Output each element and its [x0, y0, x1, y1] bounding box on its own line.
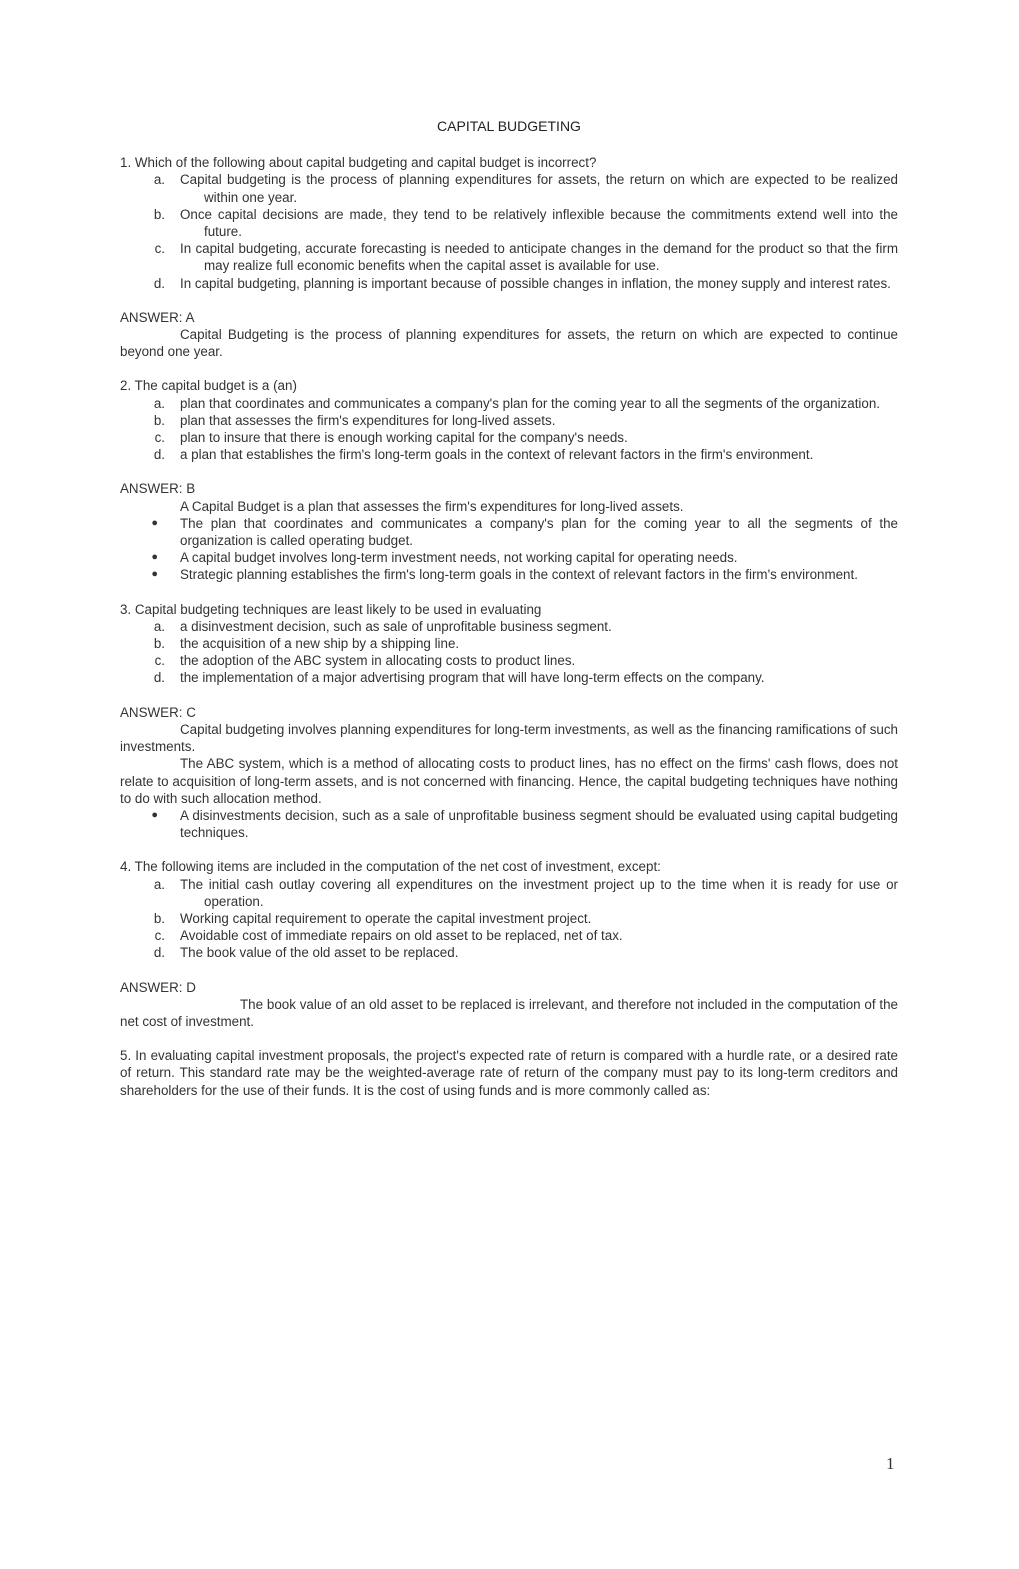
question-5	[120, 1047, 898, 1099]
option-4b	[120, 910, 898, 927]
option-text: plan to insure that there is enough working capital for the company's needs.	[180, 430, 628, 446]
option-3b	[120, 635, 898, 652]
option-text: the adoption of the ABC system in allocating costs to product lines.	[180, 653, 576, 669]
option-letter: a.	[153, 172, 165, 188]
option-2b	[120, 412, 898, 429]
bullet-icon: ●	[151, 516, 158, 529]
question-5-text: 5. In evaluating capital investment proposals, the project's expected rate of return is compared with a hurdle rate, or a desired rate of return. This standard rate may be the weighted-average rate of return of the company must pay to its long-term creditors and shareholders for the use of their funds. It is the cost of using funds and is more commonly called as:	[120, 1048, 898, 1098]
option-1d	[120, 275, 898, 292]
answer-2: ANSWER: B	[120, 481, 196, 497]
option-letter: c.	[154, 653, 165, 669]
option-text: Capital budgeting is the process of planning expenditures for assets, the return on which are expected to be realized within one year.	[180, 172, 898, 205]
question-2-text: 2. The capital budget is a (an)	[120, 378, 297, 394]
explanation-3b: The ABC system, which is a method of allocating costs to product lines, has no effect on the firms' cash flows, does not relate to acquisition of long-term assets, and is not concerned with financing. Hence, the capital budgeting techniques have nothing to do with such allocation method.	[120, 756, 898, 806]
option-4d	[120, 944, 898, 961]
question-4-text: 4. The following items are included in the computation of the net cost of investment, except:	[120, 859, 661, 875]
explanation-1: Capital Budgeting is the process of planning expenditures for assets, the return on which are expected to continue beyond one year.	[120, 327, 898, 360]
page-number: 1	[886, 1454, 895, 1473]
option-letter: b.	[153, 910, 165, 926]
option-letter: c.	[154, 928, 165, 944]
answer-3: ANSWER: C	[120, 704, 196, 720]
option-4a	[120, 876, 898, 910]
option-letter: c.	[154, 430, 165, 446]
option-text: Once capital decisions are made, they tend to be relatively inflexible because the commitments extend well into the future.	[180, 206, 898, 240]
option-2a	[120, 395, 898, 412]
option-letter: a.	[153, 876, 165, 892]
question-1-options	[120, 171, 898, 291]
option-letter: c.	[154, 241, 165, 257]
option-text: the acquisition of a new ship by a shipping line.	[180, 636, 460, 652]
option-2d	[120, 446, 898, 463]
bullet-item	[120, 807, 898, 841]
option-3a	[120, 618, 898, 635]
option-letter: d.	[153, 945, 165, 961]
option-text: the implementation of a major advertising program that will have long-term effects on the company.	[180, 670, 765, 686]
option-text: The book value of the old asset to be replaced.	[180, 945, 459, 961]
option-text: Working capital requirement to operate the capital investment project.	[180, 910, 592, 926]
explanation-4: The book value of an old asset to be replaced is irrelevant, and therefore not included in the computation of the net cost of investment.	[120, 996, 898, 1029]
bullet-item	[120, 549, 898, 566]
option-1a	[120, 171, 898, 205]
bullet-text: A disinvestments decision, such as a sale of unprofitable business segment should be evaluated using capital budgeting techniques.	[180, 807, 898, 841]
option-text: a disinvestment decision, such as sale of unprofitable business segment.	[180, 618, 612, 634]
option-letter: b.	[153, 206, 165, 222]
option-text: Avoidable cost of immediate repairs on old asset to be replaced, net of tax.	[180, 928, 623, 944]
bullet-icon: ●	[151, 568, 158, 581]
question-3-options	[120, 618, 898, 687]
option-text: The initial cash outlay covering all expenditures on the investment project up to the time when it is ready for use or operation.	[180, 876, 898, 909]
option-letter: b.	[153, 636, 165, 652]
explanation-3-bullets	[120, 807, 898, 841]
option-text: In capital budgeting, accurate forecasting is needed to anticipate changes in the demand for the product so that the firm may realize full economic benefits when the capital asset is available for use.	[180, 241, 898, 274]
option-text: plan that coordinates and communicates a company's plan for the coming year to all the segments of the organization.	[180, 395, 881, 411]
option-2c	[120, 429, 898, 446]
answer-1: ANSWER: A	[120, 309, 195, 325]
option-letter: d.	[153, 670, 165, 686]
explanation-2: A Capital Budget is a plan that assesses the firm's expenditures for long-lived assets.	[180, 498, 684, 514]
document-title: CAPITAL BUDGETING	[437, 118, 581, 134]
option-letter: d.	[153, 275, 165, 291]
option-text: a plan that establishes the firm's long-term goals in the context of relevant factors in the firm's environment.	[180, 447, 814, 463]
document-page	[120, 118, 898, 1099]
question-2-options	[120, 395, 898, 464]
bullet-icon: ●	[151, 808, 158, 821]
answer-4: ANSWER: D	[120, 979, 196, 995]
option-letter: b.	[153, 412, 165, 428]
option-1c	[120, 240, 898, 274]
question-4-options	[120, 876, 898, 962]
question-3	[120, 601, 898, 842]
explanation-3a: Capital budgeting involves planning expenditures for long-term investments, as well as the financing ramifications of such investments.	[120, 721, 898, 755]
option-3d	[120, 669, 898, 686]
question-4	[120, 858, 898, 1030]
bullet-item	[120, 515, 898, 549]
bullet-icon: ●	[151, 551, 158, 564]
option-text: plan that assesses the firm's expenditures for long-lived assets.	[180, 412, 556, 428]
option-1b	[120, 206, 898, 240]
explanation-2-bullets	[120, 515, 898, 584]
question-1	[120, 154, 898, 360]
option-letter: d.	[153, 447, 165, 463]
question-2	[120, 377, 898, 583]
question-1-text: 1. Which of the following about capital budgeting and capital budget is incorrect?	[120, 155, 597, 171]
bullet-text: Strategic planning establishes the firm's long-term goals in the context of relevant factors in the firm's environment.	[180, 567, 858, 583]
option-letter: a.	[153, 618, 165, 634]
option-3c	[120, 652, 898, 669]
option-4c	[120, 927, 898, 944]
bullet-item	[120, 566, 898, 583]
option-letter: a.	[153, 395, 165, 411]
bullet-text: A capital budget involves long-term investment needs, not working capital for operating needs.	[180, 550, 738, 566]
question-3-text: 3. Capital budgeting techniques are least likely to be used in evaluating	[120, 601, 542, 617]
bullet-text: The plan that coordinates and communicates a company's plan for the coming year to all the segments of the organization is called operating budget.	[180, 515, 898, 549]
option-text: In capital budgeting, planning is important because of possible changes in inflation, the money supply and interest rates.	[180, 275, 891, 291]
